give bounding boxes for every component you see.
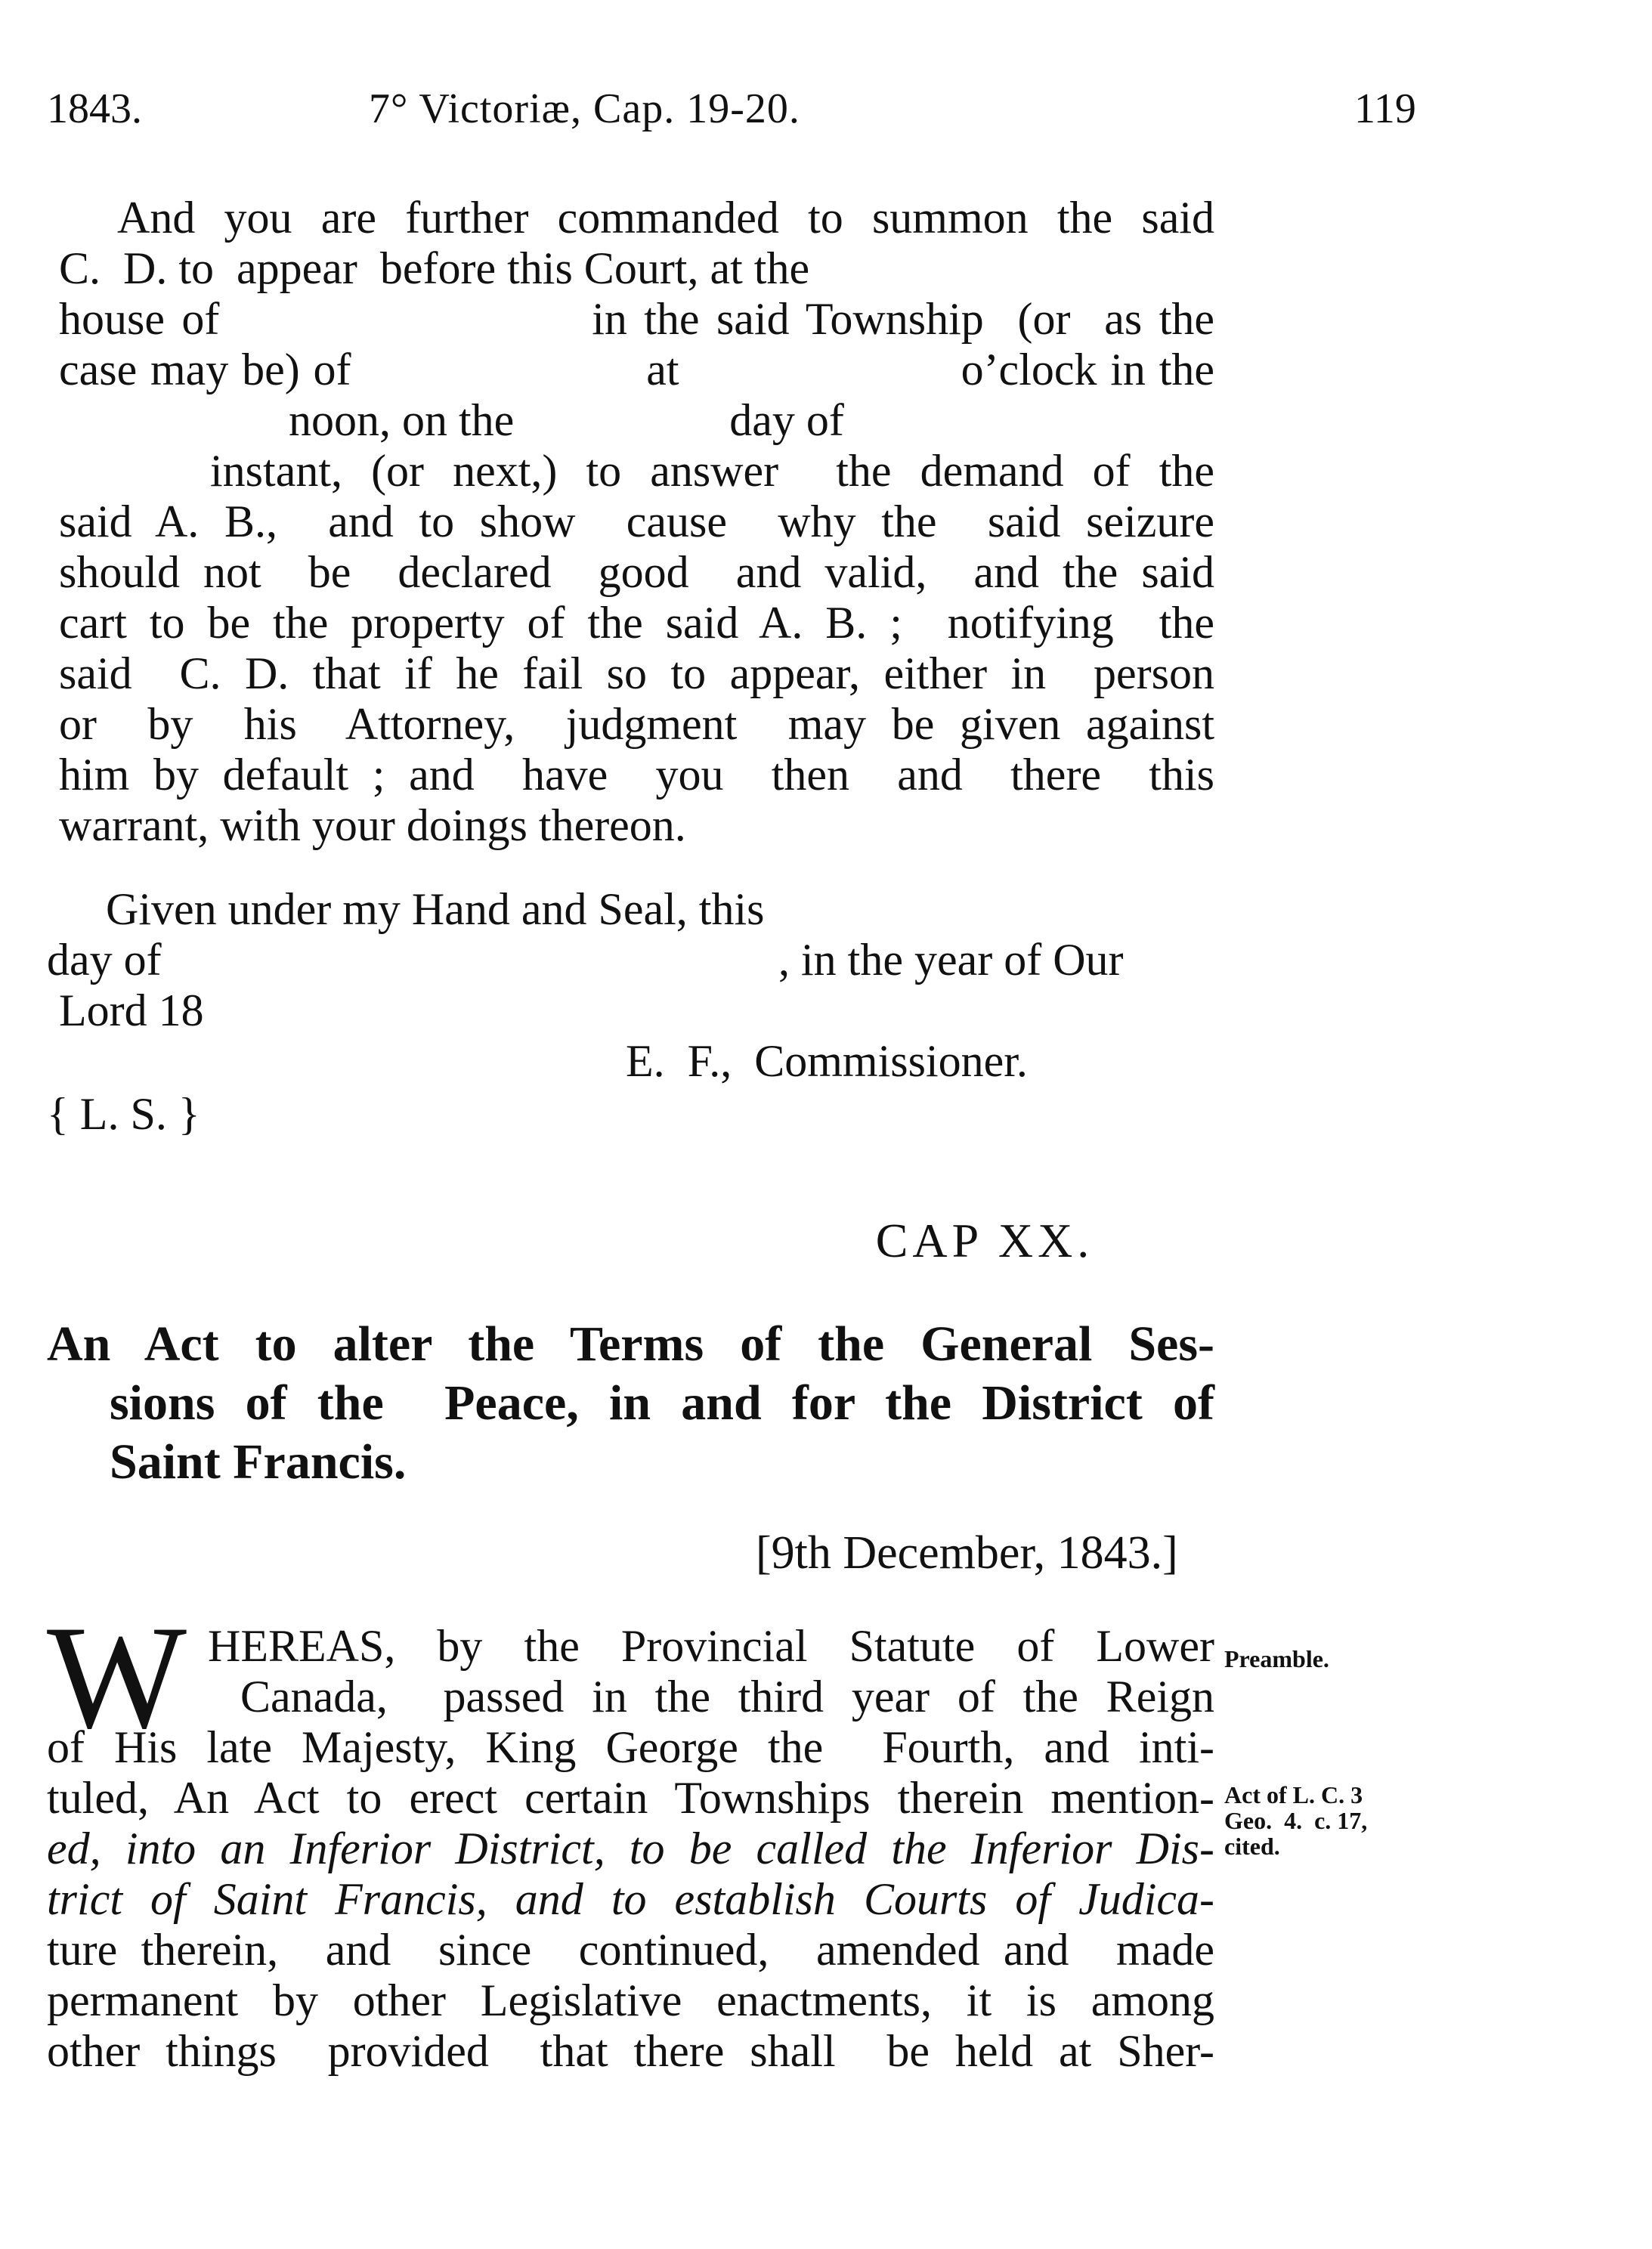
preamble-line: tuled, An Act to erect certain Townships therein mention- [47, 1773, 1214, 1823]
preamble-line: HEREAS, by the Provincial Statute of Lower [208, 1621, 1214, 1671]
given-line: Given under my Hand and Seal, this [106, 884, 765, 934]
header-title: 7° Victoriæ, Cap. 19-20. [369, 85, 800, 132]
warrant-line: house of in the said Township (or as the [59, 294, 1214, 344]
page-number: 119 [1354, 85, 1416, 132]
margin-note-preamble: Preamble. [1224, 1645, 1329, 1672]
act-title-line: Saint Francis. [110, 1434, 407, 1490]
act-title-line: sions of the Peace, in and for the District of [110, 1375, 1214, 1431]
given-line: , in the year of Our [778, 935, 1124, 985]
warrant-line: said C. D. that if he fail so to appear, either in person [59, 648, 1214, 698]
warrant-line: or by his Attorney, judgment may be given against [59, 699, 1214, 749]
header-year: 1843. [47, 85, 142, 132]
given-line: Lord 18 [59, 985, 204, 1035]
preamble-line: Canada, passed in the third year of the Reign [240, 1672, 1214, 1722]
act-title-line: An Act to alter the Terms of the General Ses- [47, 1316, 1214, 1372]
margin-note-act-ref: cited. [1224, 1833, 1280, 1860]
seal-mark: { L. S. } [47, 1089, 200, 1139]
drop-cap: W [47, 1595, 187, 1759]
given-line: day of [47, 935, 162, 985]
warrant-line: case may be) of at o’clock in the [59, 345, 1214, 394]
signature: E. F., Commissioner. [626, 1036, 1028, 1086]
preamble-line: ture therein, and since continued, amended and made [47, 1925, 1214, 1975]
preamble-line: other things provided that there shall be held at Sher- [47, 2026, 1214, 2076]
warrant-line: instant, (or next,) to answer the demand of the [210, 446, 1214, 496]
warrant-line: warrant, with your doings thereon. [59, 800, 686, 850]
preamble-line: permanent by other Legislative enactments, it is among [47, 1975, 1214, 2025]
warrant-line: cart to be the property of the said A. B. ; notifying the [59, 598, 1214, 648]
preamble-line: trict of Saint Francis, and to establish Courts of Judica- [47, 1874, 1214, 1924]
warrant-line: said A. B., and to show cause why the said seizure [59, 497, 1214, 546]
act-date: [9th December, 1843.] [756, 1527, 1178, 1579]
margin-note-act-ref: Geo. 4. c. 17, [1224, 1807, 1368, 1834]
warrant-line: him by default ; and have you then and there this [59, 750, 1214, 800]
warrant-line: noon, on the day of [289, 395, 844, 445]
warrant-line: And you are further commanded to summon the said [117, 193, 1214, 243]
warrant-line: C. D. to appear before this Court, at the [59, 243, 810, 293]
preamble-line: of His late Majesty, King George the Fourth, and inti- [47, 1722, 1214, 1772]
preamble-line: ed, into an Inferior District, to be called the Inferior Dis- [47, 1824, 1214, 1873]
chapter-heading: CAP XX. [875, 1214, 1094, 1267]
margin-note-act-ref: Act of L. C. 3 [1224, 1781, 1363, 1808]
warrant-line: should not be declared good and valid, and the said [59, 547, 1214, 597]
